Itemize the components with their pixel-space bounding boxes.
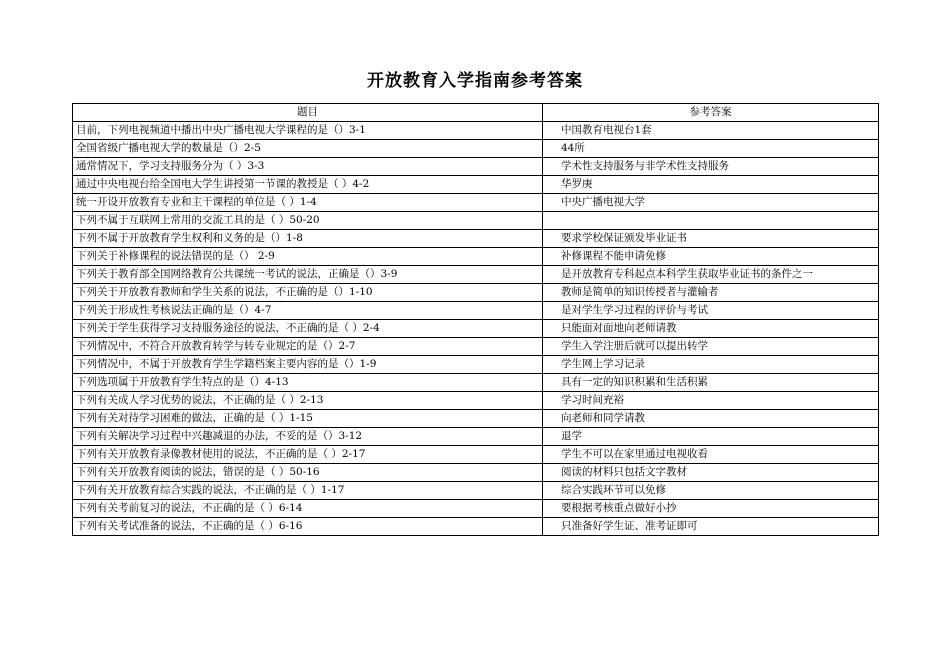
table-row xyxy=(73,518,879,536)
answer-cell: 具有一定的知识积累和生活积累 xyxy=(543,374,879,392)
table-row xyxy=(73,212,879,230)
question-cell: 下列有关解决学习过程中兴趣减退的办法，不妥的是（）3-12 xyxy=(73,428,543,446)
answer-cell: 综合实践环节可以免修 xyxy=(543,482,879,500)
question-cell: 通过中央电视台给全国电大学生讲授第一节课的教授是（ ）4-2 xyxy=(73,176,543,194)
answer-cell: 学生入学注册后就可以提出转学 xyxy=(543,338,879,356)
answer-cell: 学术性支持服务与非学术性支持服务 xyxy=(543,158,879,176)
question-cell: 下列有关开放教育录像教材使用的说法，不正确的是（ ）2-17 xyxy=(73,446,543,464)
answer-cell: 补修课程不能申请免修 xyxy=(543,248,879,266)
answer-cell: 只准备好学生证、准考证即可 xyxy=(543,518,879,536)
answer-cell: 学生不可以在家里通过电视收看 xyxy=(543,446,879,464)
table-row xyxy=(73,176,879,194)
question-cell: 下列情况中，不属于开放教育学生学籍档案主要内容的是（）1-9 xyxy=(73,356,543,374)
document-title: 开放教育入学指南参考答案 xyxy=(367,71,583,91)
question-cell: 统一开设开放教育专业和主干课程的单位是（ ）1-4 xyxy=(73,194,543,212)
answer-cell: 中国教育电视台1套 xyxy=(543,122,879,140)
question-cell: 下列有关开放教育阅读的说法，错误的是（ ）50-16 xyxy=(73,464,543,482)
table-row xyxy=(73,392,879,410)
header-question: 题目 xyxy=(73,104,543,122)
question-cell: 下列有关考前复习的说法，不正确的是（ ）6-14 xyxy=(73,500,543,518)
table-header-row xyxy=(73,104,879,122)
question-cell: 下列不属于互联网上常用的交流工具的是（ ）50-20 xyxy=(73,212,543,230)
table-row xyxy=(73,428,879,446)
table-row xyxy=(73,320,879,338)
answer-cell: 只能面对面地向老师请教 xyxy=(543,320,879,338)
answer-cell: 教师是简单的知识传授者与灌输者 xyxy=(543,284,879,302)
table-row xyxy=(73,338,879,356)
table-row xyxy=(73,356,879,374)
table-row xyxy=(73,374,879,392)
answer-cell: 学习时间充裕 xyxy=(543,392,879,410)
table-row xyxy=(73,464,879,482)
answer-table xyxy=(72,103,879,536)
table-row xyxy=(73,248,879,266)
table-row xyxy=(73,446,879,464)
answer-cell: 是开放教育专科起点本科学生获取毕业证书的条件之一 xyxy=(543,266,879,284)
question-cell: 全国省级广播电视大学的数量是（）2-5 xyxy=(73,140,543,158)
question-cell: 下列有关成人学习优势的说法，不正确的是（ ）2-13 xyxy=(73,392,543,410)
table-row xyxy=(73,482,879,500)
answer-cell: 是对学生学习过程的评价与考试 xyxy=(543,302,879,320)
table-row xyxy=(73,194,879,212)
question-cell: 通常情况下，学习支持服务分为（ ）3-3 xyxy=(73,158,543,176)
table-row xyxy=(73,302,879,320)
answer-cell: 阅读的材料只包括文字教材 xyxy=(543,464,879,482)
header-answer: 参考答案 xyxy=(543,104,879,122)
table-row xyxy=(73,266,879,284)
table-row xyxy=(73,122,879,140)
table-row xyxy=(73,230,879,248)
question-cell: 下列有关对待学习困难的做法，正确的是（ ）1-15 xyxy=(73,410,543,428)
question-cell: 下列关于形成性考核说法正确的是（）4-7 xyxy=(73,302,543,320)
table-row xyxy=(73,158,879,176)
table-row xyxy=(73,410,879,428)
table-row xyxy=(73,500,879,518)
answer-cell: 44所 xyxy=(543,140,879,158)
question-cell: 下列有关开放教育综合实践的说法，不正确的是（ ）1-17 xyxy=(73,482,543,500)
question-cell: 下列关于学生获得学习支持服务途径的说法，不正确的是（ ）2-4 xyxy=(73,320,543,338)
question-cell: 下列选项属于开放教育学生特点的是（）4-13 xyxy=(73,374,543,392)
question-cell: 下列有关考试准备的说法，不正确的是（ ）6-16 xyxy=(73,518,543,536)
answer-cell: 要根据考核重点做好小抄 xyxy=(543,500,879,518)
answer-cell: 要求学校保证颁发毕业证书 xyxy=(543,230,879,248)
question-cell: 下列关于教育部全国网络教育公共课统一考试的说法，正确是（）3-9 xyxy=(73,266,543,284)
answer-cell: 中央广播电视大学 xyxy=(543,194,879,212)
answer-cell: 向老师和同学请教 xyxy=(543,410,879,428)
table-row xyxy=(73,284,879,302)
table-row xyxy=(73,140,879,158)
answer-cell xyxy=(543,212,879,230)
answer-cell: 学生网上学习记录 xyxy=(543,356,879,374)
answer-cell: 华罗庚 xyxy=(543,176,879,194)
question-cell: 下列关于开放教育教师和学生关系的说法，不正确的是（）1-10 xyxy=(73,284,543,302)
question-cell: 下列不属于开放教育学生权利和义务的是（）1-8 xyxy=(73,230,543,248)
question-cell: 下列情况中，不符合开放教育转学与转专业规定的是（）2-7 xyxy=(73,338,543,356)
question-cell: 目前，下列电视频道中播出中央广播电视大学课程的是（）3-1 xyxy=(73,122,543,140)
question-cell: 下列关于补修课程的说法错误的是（） 2-9 xyxy=(73,248,543,266)
answer-cell: 退学 xyxy=(543,428,879,446)
